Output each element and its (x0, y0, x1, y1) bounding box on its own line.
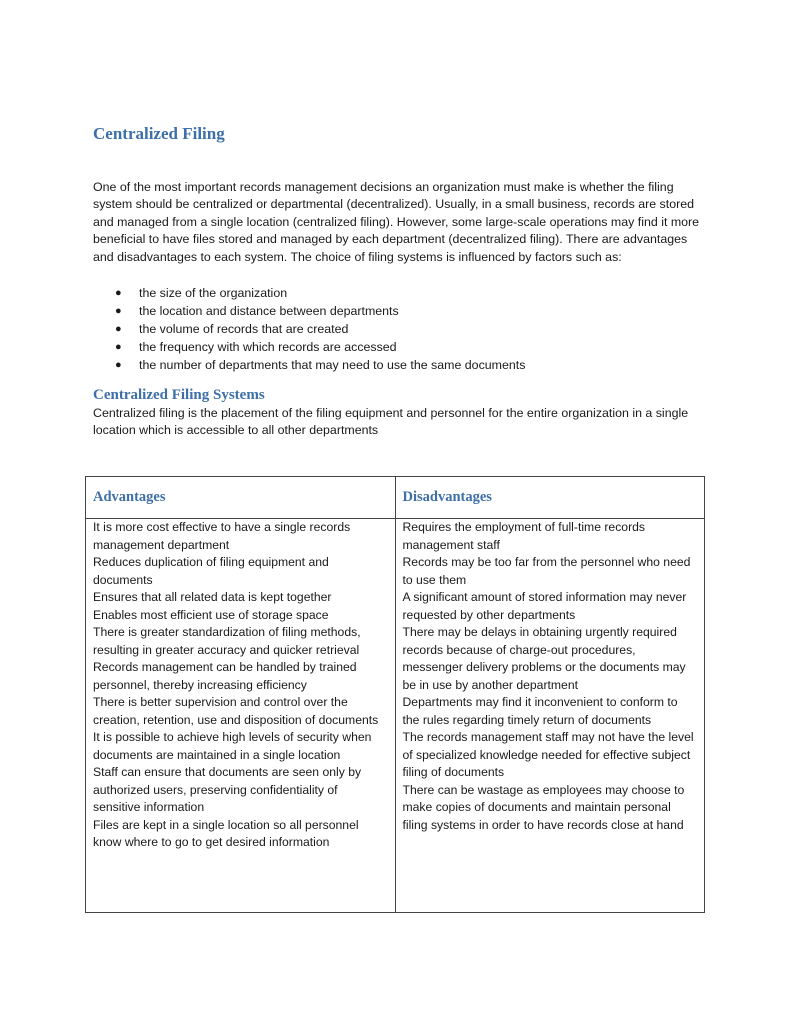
advantage-item: It is possible to achieve high levels of security when documents are maintained in a single location (93, 730, 372, 762)
advantage-item: It is more cost effective to have a single records management department (93, 520, 351, 552)
disadvantage-item: Requires the employment of full-time records management staff (402, 520, 645, 552)
advantages-header: Advantages (86, 477, 396, 519)
advantage-item: Enables most efficient use of storage space (93, 607, 329, 622)
list-item: ● the number of departments that may need to use the same documents (115, 358, 526, 372)
table-header-row (86, 477, 705, 519)
advantages-cell (86, 519, 396, 913)
advantage-item: Ensures that all related data is kept together (93, 590, 332, 604)
page-title: Centralized Filing (93, 124, 225, 143)
bullet-icon: ● (115, 305, 122, 317)
disadvantage-item: There can be wastage as employees may choose to make copies of documents and maintain personal filing systems in order to have records close at hand (402, 782, 685, 832)
bullet-icon: ● (115, 359, 122, 371)
advantage-item: Files are kept in a single location so all personnel know where to go to get desired information (93, 817, 359, 849)
bullet-icon: ● (115, 287, 122, 299)
systems-paragraph: Centralized filing is the placement of the filing equipment and personnel for the entire organization in a single location which is accessible to all other departments (93, 406, 689, 438)
advantage-item: There is greater standardization of filing methods, resulting in greater accuracy and quicker retrieval (93, 625, 361, 657)
advantage-item: There is better supervision and control over the creation, retention, use and disposition of documents (93, 695, 379, 727)
comparison-table (85, 476, 705, 913)
advantage-item: Reduces duplication of filing equipment and documents (93, 555, 329, 587)
factors-list (93, 284, 525, 374)
advantage-item: Staff can ensure that documents are seen only by authorized users, preserving confidentiality of sensitive information (93, 765, 362, 814)
disadvantage-item: The records management staff may not have the level of specialized knowledge needed for effective subject filing of documents (402, 730, 694, 779)
disadvantage-item: There may be delays in obtaining urgently required records because of charge-out procedures, messenger delivery problems or the documents may be in use by another department (402, 625, 686, 692)
disadvantage-item: A significant amount of stored information may never requested by other departments (402, 590, 687, 622)
bullet-icon: ● (115, 323, 122, 335)
disadvantage-item: Records may be too far from the personnel who need to use them (402, 555, 691, 587)
intro-paragraph: One of the most important records management decisions an organization must make is whether the filing system should be centralized or departmental (decentralized). Usually, in a small business, records are stored and managed from a single location (centralized filing). However, some large-scale operations may find it more beneficial to have files stored and managed by each department (decentralized filing). There are advantages and disadvantages to each system. The choice of filing systems is influenced by factors such as: (93, 180, 700, 264)
advantage-item: Records management can be handled by trained personnel, thereby increasing efficiency (93, 660, 357, 692)
disadvantages-cell (395, 519, 705, 913)
list-item: ● the frequency with which records are accessed (115, 340, 397, 354)
section-heading: Centralized Filing Systems (93, 387, 265, 403)
list-item: ● the size of the organization (115, 286, 288, 300)
list-item: ● the location and distance between departments (115, 304, 399, 318)
bullet-icon: ● (115, 341, 122, 353)
table-row (86, 519, 705, 913)
disadvantage-item: Departments may find it inconvenient to conform to the rules regarding timely return of documents (402, 695, 678, 727)
disadvantages-header: Disadvantages (395, 477, 705, 519)
list-item: ● the volume of records that are created (115, 322, 349, 336)
